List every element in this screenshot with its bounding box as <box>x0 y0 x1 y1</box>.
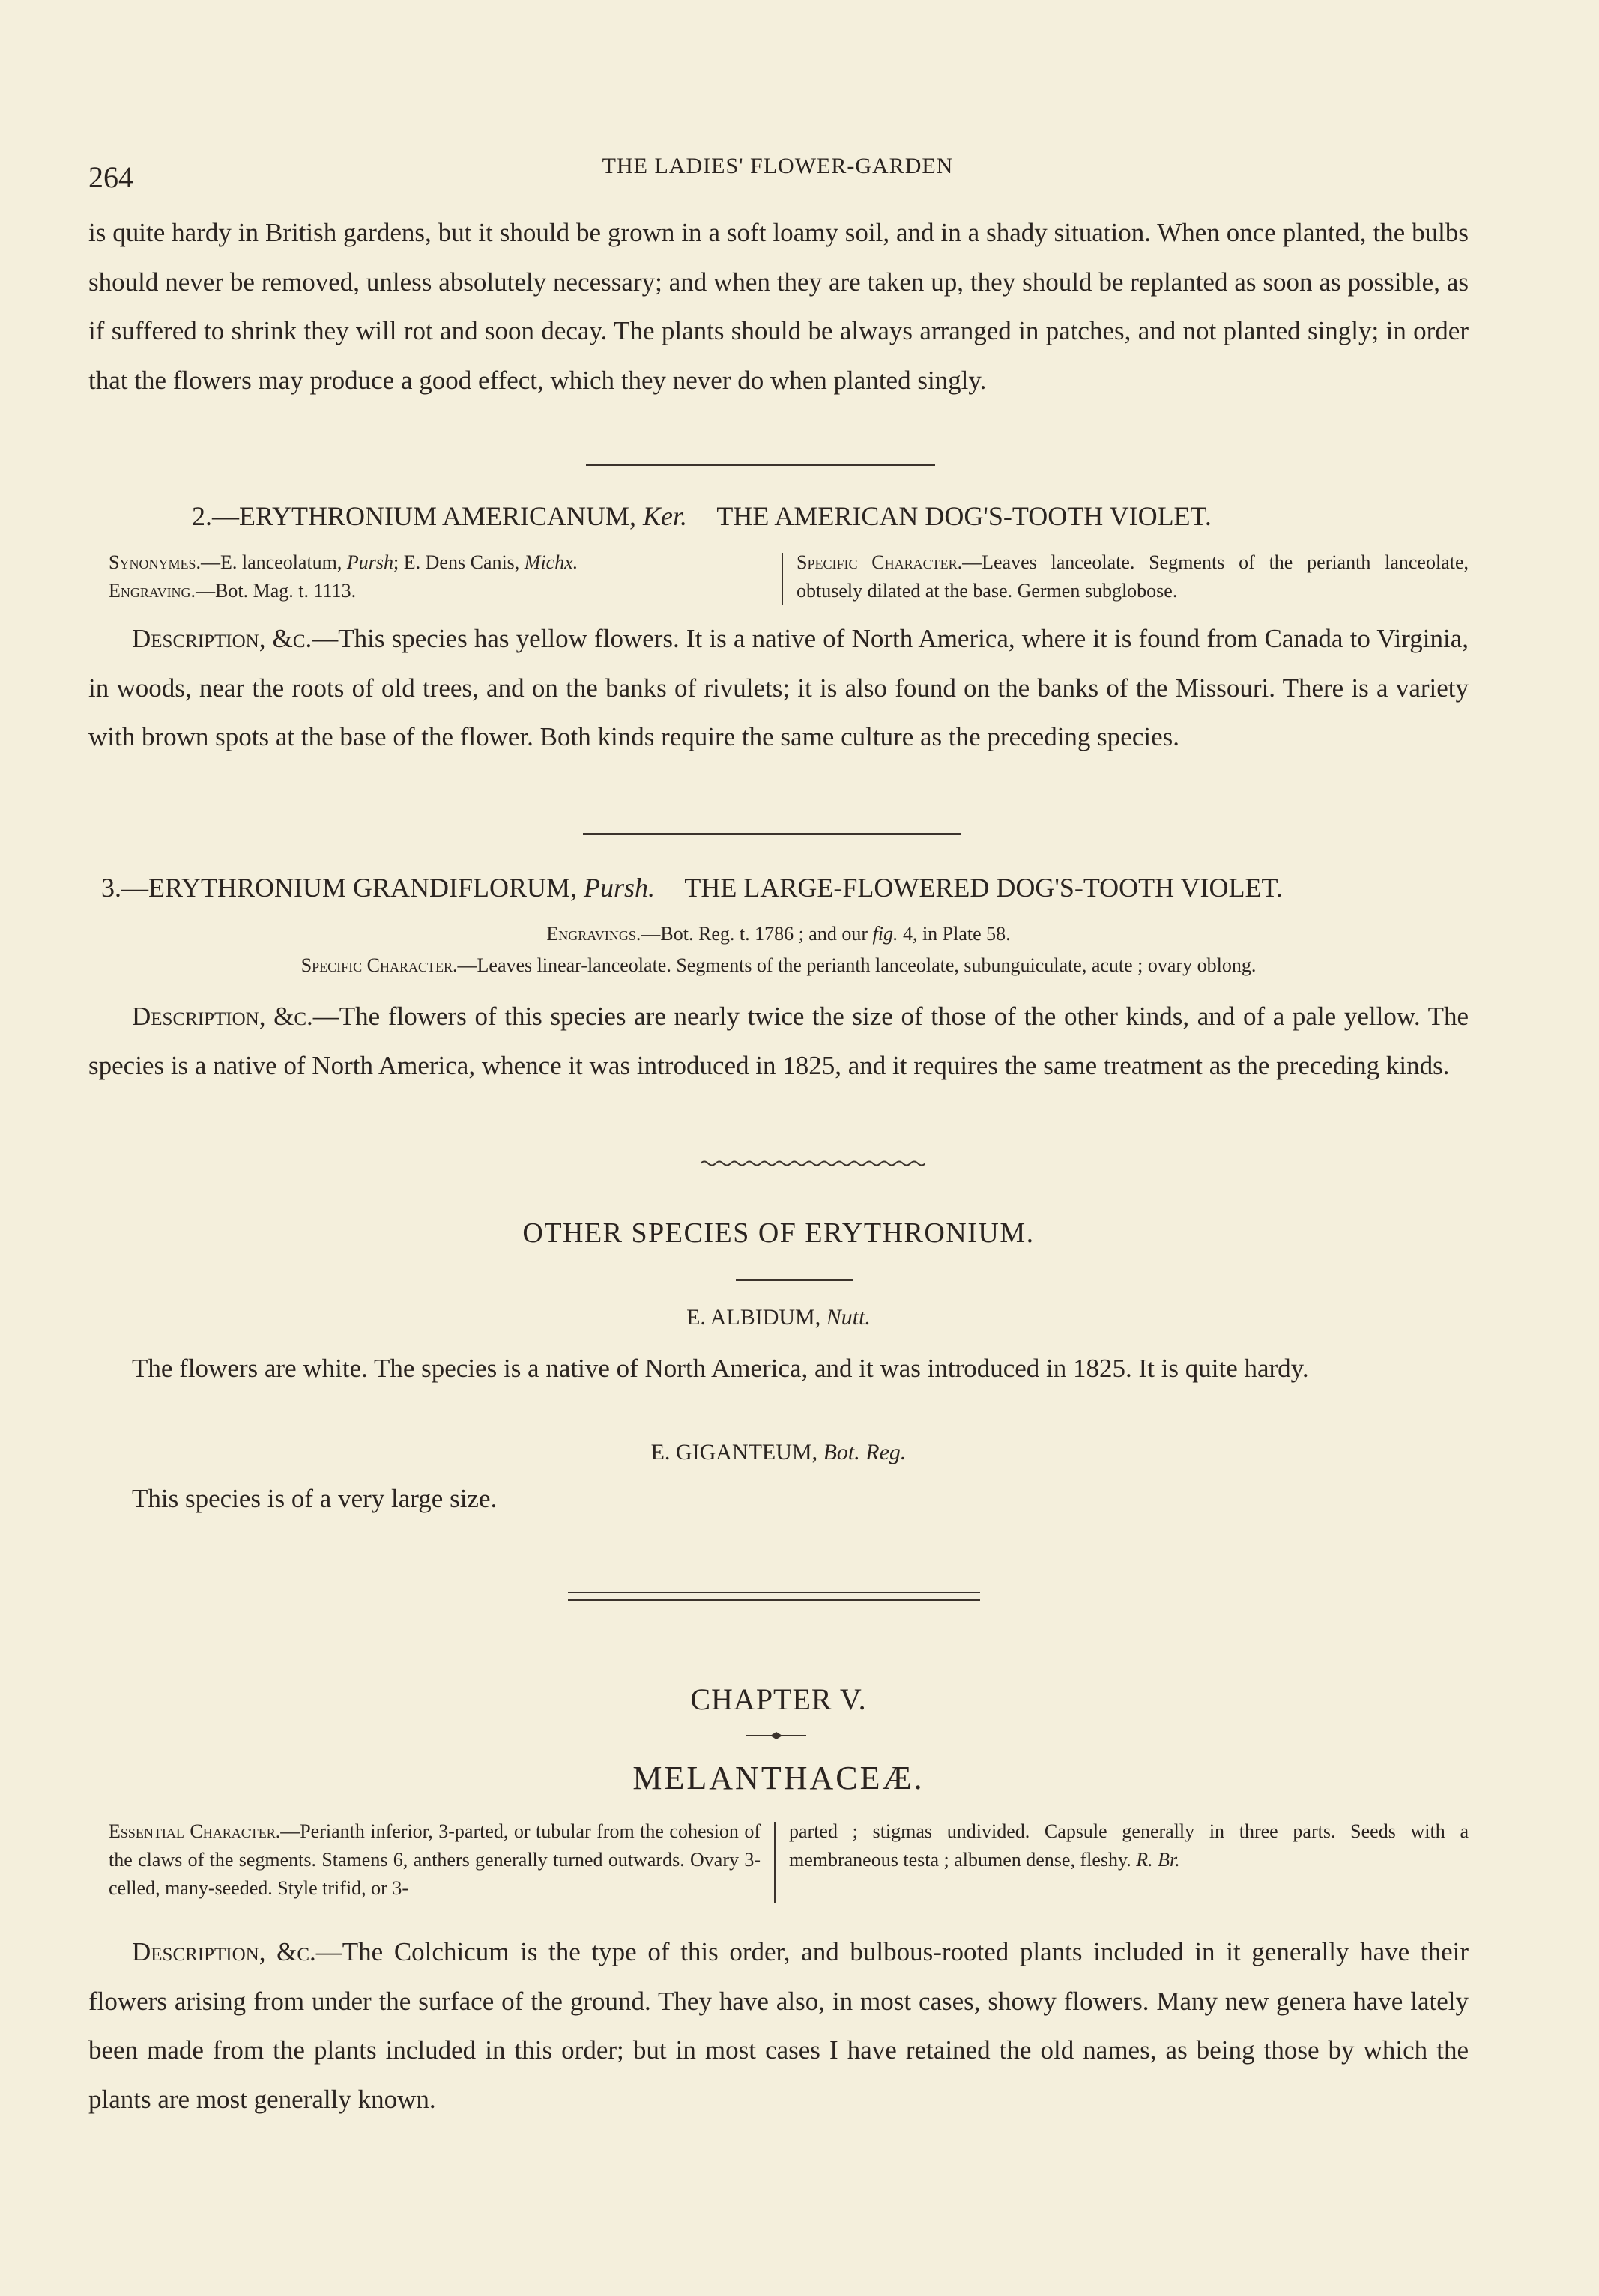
essential-col1: Perianth inferior, 3-parted, or tubular from the cohesion of the claws of the segments. Stamens 6, anthers generally turned outwards. Ovary 3-celled, many-seeded. Style trifid, or 3- <box>109 1820 761 1899</box>
ornament-divider <box>746 1730 806 1741</box>
albidum-authority: Nutt. <box>826 1305 871 1330</box>
description-text: The flowers of this species are nearly twice the size of those of the other kinds, and of a pale yellow. The species is a native of North America, whence it was introduced in 1825, and it requires the same treatment as the preceding kinds. <box>88 1002 1469 1080</box>
description-text: The Colchicum is the type of this order, and bulbous-rooted plants included in it generally have their flowers arising from under the surface of the ground. They have also, in most cases, showy flowers. Many new genera have lately been made from the plants included in this order; but in most cases I have retained the old names, as being those by which the plants are most generally known. <box>88 1937 1469 2114</box>
essential-character <box>109 1817 1469 1903</box>
short-rule <box>736 1279 853 1281</box>
synonymes-b-auth: Michx. <box>524 551 578 573</box>
giganteum-name: E. GIGANTEUM, <box>650 1440 818 1464</box>
species-3-engravings: Engravings.—Bot. Reg. t. 1786 ; and our fig. 4, in Plate 58. <box>546 923 1011 945</box>
double-rule-top <box>568 1592 980 1593</box>
species-3-specific: Specific Character.—Leaves linear-lanceolate. Segments of the perianth lanceolate, subunguiculate, acute ; ovary oblong. <box>300 954 1257 976</box>
chapter-label: CHAPTER V. <box>690 1682 867 1716</box>
order-description: Description, &c.—The Colchicum is the type of this order, and bulbous-rooted plants included in it generally have their flowers arising from under the surface of the ground. They have also, in most cases, showy flowers. Many new genera have lately been made from the plants included in this order; but in most cases I have retained the old names, as being those by which the plants are most generally known. <box>88 1937 1469 2114</box>
engraving-text: Bot. Mag. t. 1113. <box>215 580 357 602</box>
wavy-divider <box>701 1158 925 1169</box>
synonymes-b: ; E. Dens Canis, <box>393 551 520 573</box>
double-rule-bottom <box>568 1599 980 1601</box>
species-3-name: ERYTHRONIUM GRANDIFLORUM, <box>148 873 578 903</box>
specific-character-label: Specific Character. <box>300 954 458 976</box>
giganteum-authority: Bot. Reg. <box>823 1440 907 1464</box>
synonymes-label: Synonymes. <box>109 551 201 573</box>
synonymes-a: E. lanceolatum, <box>220 551 342 573</box>
synonymes-a-auth: Pursh <box>346 551 394 573</box>
species-3-authority: Pursh. <box>584 873 656 903</box>
engraving-label: Engraving. <box>109 580 196 602</box>
essential-character-right <box>789 1817 1469 1903</box>
specific-character-text: Leaves lanceolate. Segments of the perianth lanceolate, obtusely dilated at the base. Germen subglobose. <box>797 551 1469 602</box>
species-3-description: Description, &c.—The flowers of this species are nearly twice the size of those of the other kinds, and of a pale yellow. The species is a native of North America, whence it was introduced in 1825, and it requires the same treatment as the preceding kinds. <box>88 1002 1469 1080</box>
specific-character-label: Specific Character. <box>797 551 963 573</box>
column-separator <box>774 1822 776 1903</box>
column-separator <box>782 553 783 605</box>
species-2-number: 2. <box>192 501 212 531</box>
albidum-heading <box>88 1305 1469 1330</box>
engravings-fig: fig. <box>872 923 898 945</box>
species-2-authority: Ker. <box>643 501 688 531</box>
species-2-common-name: THE AMERICAN DOG'S-TOOTH VIOLET. <box>716 501 1212 531</box>
engravings-label: Engravings. <box>546 923 641 945</box>
description-label: Description, &c. <box>132 1002 313 1031</box>
essential-authority: R. Br. <box>1136 1849 1180 1871</box>
species-3-common-name: THE LARGE-FLOWERED DOG'S-TOOTH VIOLET. <box>684 873 1283 903</box>
giganteum-description: This species is of a very large size. <box>132 1484 498 1513</box>
species-2-notes <box>109 548 1469 605</box>
section-divider <box>586 464 935 466</box>
species-2-notes-left: Synonymes.—E. lanceolatum, Pursh; E. Dens Canis, Michx. Engraving.—Bot. Mag. t. 1113. <box>109 551 578 602</box>
essential-label: Essential Character. <box>109 1820 281 1842</box>
description-label: Description, &c. <box>132 1937 316 1966</box>
species-2-description: Description, &c.—This species has yellow flowers. It is a native of North America, where it is found from Canada to Virginia, in woods, near the roots of old trees, and on the banks of rivulets; it is also found on the banks of the Missouri. There is a variety with brown spots at the base of the flower. Both kinds require the same culture as the preceding species. <box>88 624 1469 751</box>
essential-col2: parted ; stigmas undivided. Capsule generally in three parts. Seeds with a membraneous testa ; albumen dense, fleshy. <box>789 1820 1469 1871</box>
albidum-name: E. ALBIDUM, <box>686 1305 821 1330</box>
species-2-notes-right: Specific Character.—Leaves lanceolate. Segments of the perianth lanceolate, obtusely dilated at the base. Germen subglobose. <box>797 551 1469 602</box>
description-text: This species has yellow flowers. It is a native of North America, where it is found from Canada to Virginia, in woods, near the roots of old trees, and on the banks of rivulets; it is also found on the banks of the Missouri. There is a variety with brown spots at the base of the flower. Both kinds require the same culture as the preceding species. <box>88 624 1469 751</box>
engravings-text-b: 4, in Plate 58. <box>902 923 1011 945</box>
essential-character-left: Essential Character.—Perianth inferior, 3-parted, or tubular from the cohesion of the claws of the segments. Stamens 6, anthers generally turned outwards. Ovary 3-celled, many-seeded. Style trifid, or 3- <box>109 1820 761 1899</box>
intro-paragraph: is quite hardy in British gardens, but it should be grown in a soft loamy soil, and in a shady situation. When once planted, the bulbs should never be removed, unless absolutely necessary; and when they are taken up, they should be replanted as soon as possible, as if suffered to shrink they will rot and soon decay. The plants should be always arranged in patches, and not planted singly; in order that the flowers may produce a good effect, which they never do when planted singly. <box>88 218 1469 395</box>
albidum-description: The flowers are white. The species is a native of North America, and it was introduced in 1825. It is quite hardy. <box>132 1354 1309 1383</box>
species-2-name: ERYTHRONIUM AMERICANUM, <box>239 501 637 531</box>
other-species-heading: OTHER SPECIES OF ERYTHRONIUM. <box>522 1217 1035 1249</box>
engravings-text-a: Bot. Reg. t. 1786 ; and our <box>660 923 868 945</box>
order-name: MELANTHACEÆ. <box>632 1760 925 1796</box>
running-title: THE LADIES' FLOWER-GARDEN <box>602 154 954 178</box>
page-number: 264 <box>88 160 133 194</box>
description-label: Description, &c. <box>132 624 312 653</box>
species-2-title: 2.—ERYTHRONIUM AMERICANUM, Ker. THE AMERICAN DOG'S-TOOTH VIOLET. <box>192 501 1212 531</box>
species-3-number: 3. <box>101 873 121 903</box>
species-3-title: 3.—ERYTHRONIUM GRANDIFLORUM, Pursh. THE LARGE-FLOWERED DOG'S-TOOTH VIOLET. <box>101 873 1283 903</box>
giganteum-heading <box>88 1440 1469 1465</box>
section-divider <box>583 833 961 835</box>
specific-character-text: Leaves linear-lanceolate. Segments of the perianth lanceolate, subunguiculate, acute ; ovary oblong. <box>477 954 1257 976</box>
running-head <box>88 154 1467 199</box>
